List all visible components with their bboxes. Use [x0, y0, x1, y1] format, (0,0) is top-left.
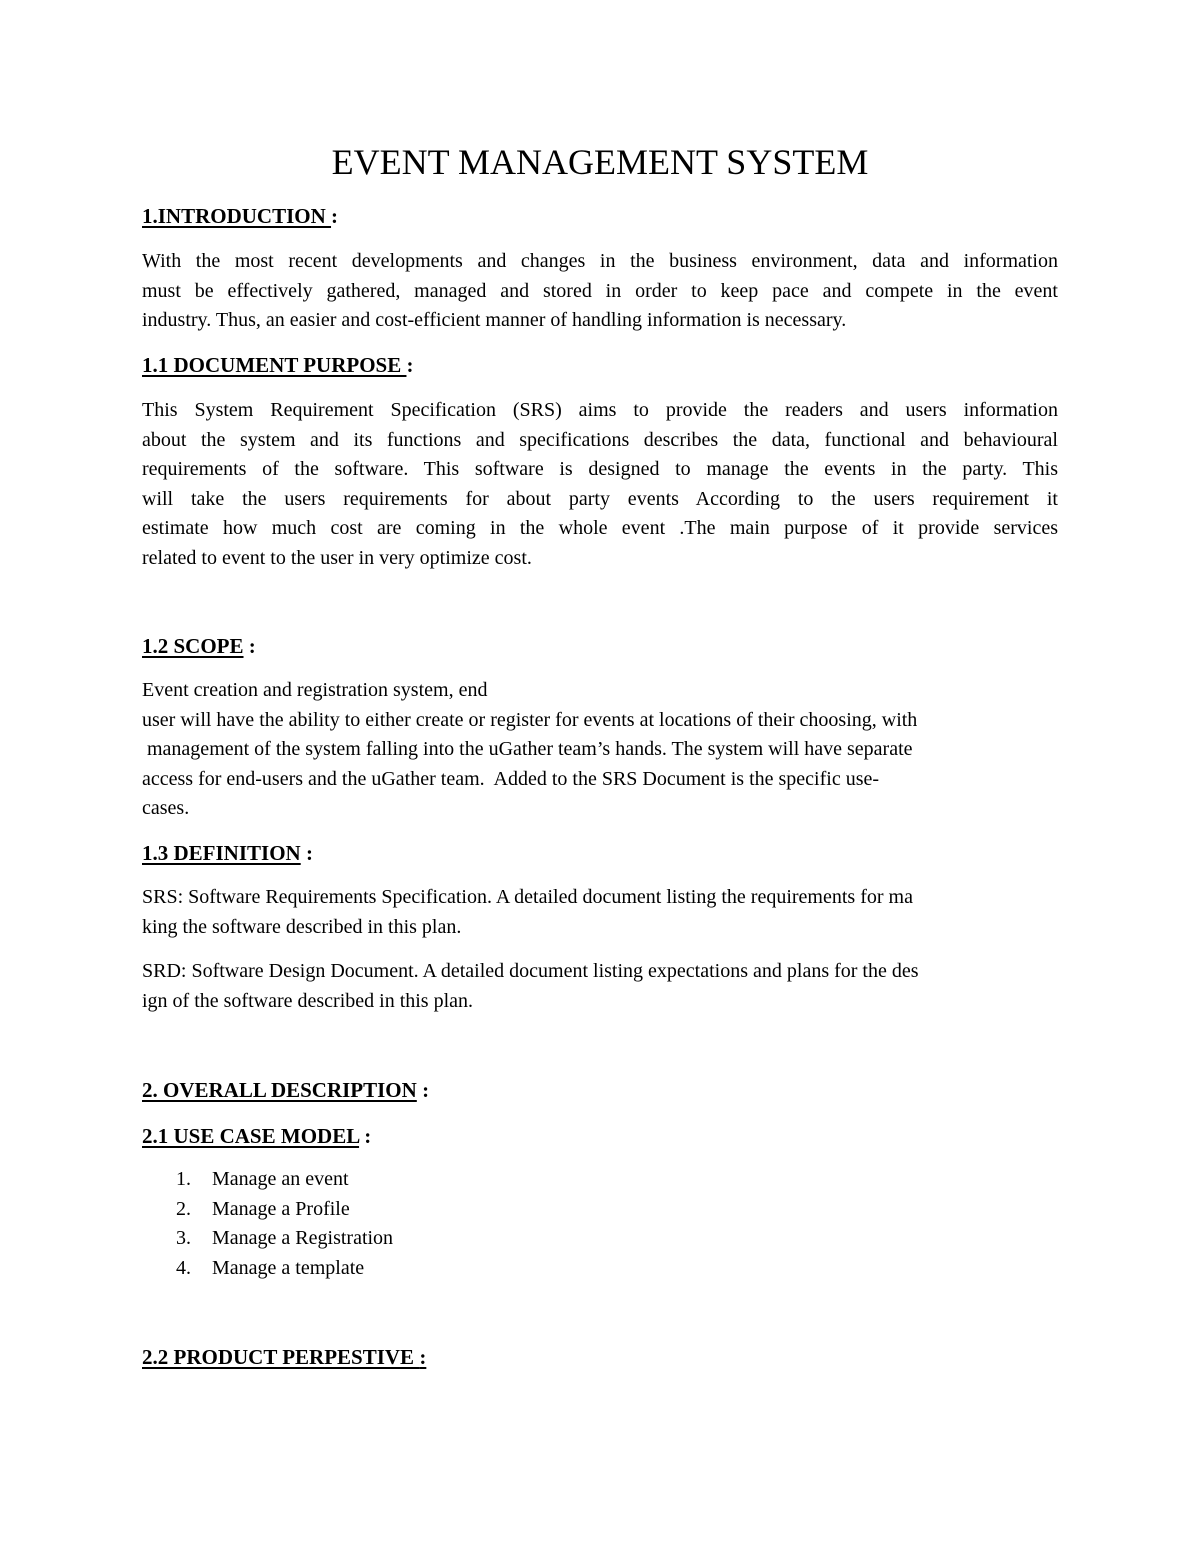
paragraph-line: cases. — [142, 797, 190, 820]
heading-document-purpose — [142, 353, 413, 377]
use-case-list — [176, 1165, 393, 1283]
paragraph-line: about the system and its functions and specifications describes the data, functional and behavioural — [142, 428, 1058, 451]
paragraph-line: With the most recent developments and changes in the business environment, data and information — [142, 250, 1058, 272]
heading-definition-colon: : — [300, 841, 313, 865]
paragraph-line: This System Requirement Specification (SRS) aims to provide the readers and users information — [142, 399, 1058, 421]
paragraph-line: king the software described in this plan. — [142, 915, 462, 938]
paragraph-line: will take the users requirements for about party events According to the users requirement it — [142, 487, 1058, 510]
paragraph-line: user will have the ability to either create or register for events at locations of their choosing, with — [142, 708, 918, 731]
heading-definition — [142, 841, 313, 865]
heading-introduction — [142, 204, 338, 228]
heading-scope-text: 1.2 SCOPE — [142, 634, 244, 658]
paragraph-definition-srs — [142, 883, 1058, 942]
list-item-number: 4. — [176, 1256, 191, 1279]
paragraph-line: requirements of the software. This software is designed to manage the events in the party. This — [142, 458, 1058, 481]
list-item — [176, 1254, 393, 1284]
paragraph-scope — [142, 676, 1058, 824]
heading-scope-colon: : — [243, 634, 256, 658]
paragraph-definition-srd — [142, 957, 1058, 1016]
list-item-text: Manage an event — [212, 1168, 349, 1190]
heading-use-case-model-colon: : — [359, 1124, 372, 1148]
list-item — [176, 1165, 393, 1195]
heading-use-case-model-text: 2.1 USE CASE MODEL — [142, 1124, 360, 1148]
heading-overall-description — [142, 1078, 429, 1102]
list-item-number: 2. — [176, 1197, 191, 1220]
paragraph-line: management of the system falling into the uGather team’s hands. The system will have separate — [142, 738, 913, 761]
heading-overall-description-colon: : — [416, 1078, 430, 1102]
heading-product-perspective — [142, 1345, 426, 1369]
heading-introduction-colon: : — [331, 204, 339, 228]
list-item-text: Manage a Profile — [212, 1197, 350, 1220]
list-item-text: Manage a template — [212, 1256, 365, 1279]
paragraph-line: ign of the software described in this plan. — [142, 989, 474, 1012]
document-title: EVENT MANAGEMENT SYSTEM — [331, 142, 869, 182]
paragraph-line: estimate how much cost are coming in the whole event .The main purpose of it provide services — [142, 517, 1058, 540]
heading-overall-description-text: 2. OVERALL DESCRIPTION — [142, 1078, 417, 1102]
paragraph-introduction — [142, 247, 1058, 336]
list-item — [176, 1195, 393, 1225]
heading-scope — [142, 634, 256, 658]
list-item — [176, 1224, 393, 1254]
paragraph-line: access for end-users and the uGather team. Added to the SRS Document is the specific use- — [142, 767, 880, 790]
paragraph-line: SRD: Software Design Document. A detailed document listing expectations and plans for the des — [142, 960, 919, 982]
paragraph-line: related to event to the user in very optimize cost. — [142, 546, 532, 569]
heading-introduction-text: 1.INTRODUCTION — [142, 204, 332, 228]
heading-use-case-model — [142, 1124, 371, 1148]
heading-product-perspective-text: 2.2 PRODUCT PERPESTIVE — [142, 1345, 420, 1369]
paragraph-line: Event creation and registration system, end — [142, 679, 488, 701]
paragraph-document-purpose — [142, 396, 1058, 574]
paragraph-line: industry. Thus, an easier and cost-efficient manner of handling information is necessary. — [142, 309, 847, 332]
heading-document-purpose-colon: : — [406, 353, 414, 377]
paragraph-line: must be effectively gathered, managed and stored in order to keep pace and compete in the event — [142, 279, 1058, 302]
list-item-number: 3. — [176, 1227, 191, 1250]
list-item-text: Manage a Registration — [212, 1227, 394, 1250]
list-item-number: 1. — [176, 1168, 191, 1190]
heading-product-perspective-colon: : — [419, 1345, 427, 1369]
heading-document-purpose-text: 1.1 DOCUMENT PURPOSE — [142, 353, 407, 377]
heading-definition-text: 1.3 DEFINITION — [142, 841, 301, 865]
paragraph-line: SRS: Software Requirements Specification. A detailed document listing the requirements for ma — [142, 886, 913, 908]
